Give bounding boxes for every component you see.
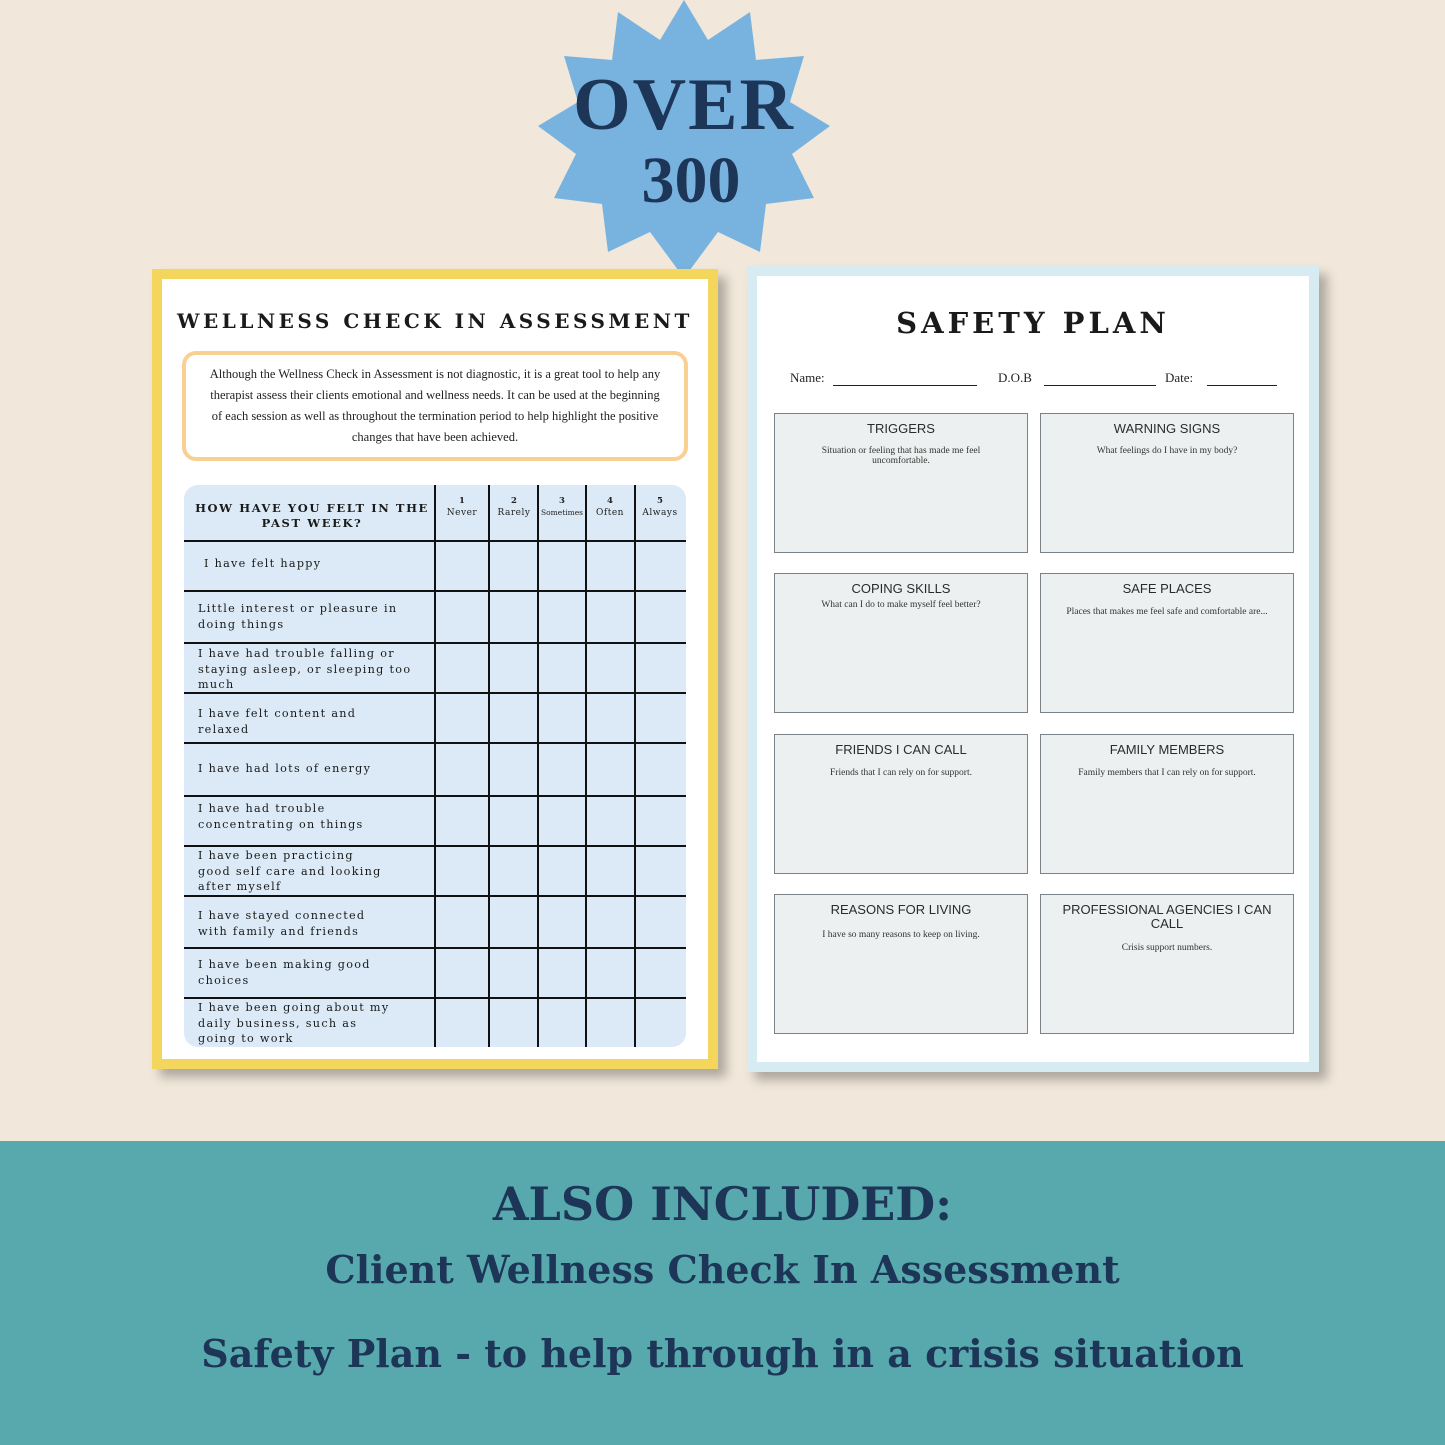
question-row: I have been going about my daily business, such as going to work	[198, 1001, 390, 1045]
table-row-line	[184, 795, 686, 797]
box-subtitle: I have so many reasons to keep on living.	[822, 930, 980, 940]
question-row: I have been making good choices	[198, 958, 371, 987]
table-row-line	[184, 895, 686, 897]
table-row-line	[184, 642, 686, 644]
column-header-4	[586, 495, 634, 519]
column-number: 5	[657, 496, 663, 506]
column-label: Always	[642, 508, 678, 518]
name-label: Name:	[790, 370, 825, 385]
table-row-line	[184, 742, 686, 744]
box-title: COPING SKILLS	[851, 581, 951, 596]
box-subtitle: Places that makes me feel safe and comfortable are...	[1066, 607, 1268, 617]
wellness-title: WELLNESS CHECK IN ASSESSMENT	[177, 309, 693, 333]
box-title: WARNING SIGNS	[1113, 421, 1221, 436]
box-title: FAMILY MEMBERS	[1109, 742, 1225, 757]
banner-heading: ALSO INCLUDED:	[492, 1177, 953, 1231]
box-subtitle: What feelings do I have in my body?	[1096, 446, 1238, 456]
column-number: 1	[459, 496, 465, 506]
question-row: I have had lots of energy	[198, 762, 372, 775]
column-label: Often	[596, 508, 624, 518]
box-title: REASONS FOR LIVING	[830, 902, 972, 917]
triggers-box	[774, 413, 1028, 553]
box-title: TRIGGERS	[867, 421, 935, 436]
column-number: 4	[607, 496, 613, 506]
safety-paper	[757, 276, 1309, 1062]
box-subtitle: Family members that I can rely on for support.	[1078, 768, 1256, 778]
also-included-banner	[0, 1141, 1445, 1445]
table-row-line	[184, 590, 686, 592]
date-field-line[interactable]	[1207, 385, 1277, 386]
family-members-box	[1040, 734, 1294, 874]
column-number: 3	[559, 496, 565, 506]
dob-field-line[interactable]	[1044, 385, 1156, 386]
column-label: Never	[446, 508, 478, 518]
question-row: I have had trouble falling or staying asleep, or sleeping too much	[198, 647, 412, 691]
box-title: PROFESSIONAL AGENCIES I CAN CALL	[1062, 902, 1272, 931]
column-header-5	[635, 495, 685, 519]
question-row: I have had trouble concentrating on things	[198, 802, 364, 831]
date-label: Date:	[1165, 370, 1194, 385]
badge-line-2: 300	[641, 144, 741, 217]
banner-line-2: Safety Plan - to help through in a crisis situation	[201, 1331, 1244, 1376]
wellness-check-document	[152, 269, 718, 1069]
banner-line-1: Client Wellness Check In Assessment	[325, 1247, 1120, 1292]
box-title: SAFE PLACES	[1122, 581, 1212, 596]
box-subtitle: Friends that I can rely on for support.	[830, 768, 972, 778]
safety-plan-document	[747, 266, 1319, 1072]
safe-places-box	[1040, 573, 1294, 713]
column-label: Sometimes	[540, 508, 583, 517]
question-row: I have stayed connected with family and friends	[198, 909, 366, 938]
box-title: FRIENDS I CAN CALL	[835, 742, 967, 757]
warning-signs-box	[1040, 413, 1294, 553]
column-header-1	[436, 495, 488, 519]
wellness-table	[184, 485, 686, 1047]
dob-label: D.O.B	[998, 370, 1032, 385]
reasons-for-living-box	[774, 894, 1028, 1034]
question-row: I have felt happy	[204, 557, 322, 570]
question-row: I have felt content and relaxed	[198, 707, 357, 736]
professional-agencies-box	[1040, 894, 1294, 1034]
wellness-paper	[162, 279, 708, 1059]
box-subtitle: What can I do to make myself feel better?	[821, 600, 981, 610]
over-300-badge	[538, 0, 830, 278]
table-divider	[634, 485, 636, 1047]
question-row: I have been practicing good self care and looking after myself	[198, 849, 382, 893]
question-header: HOW HAVE YOU FELT IN THE PAST WEEK?	[195, 501, 429, 530]
column-header-3	[538, 495, 586, 519]
box-subtitle: Crisis support numbers.	[1121, 943, 1213, 953]
box-subtitle: Situation or feeling that has made me feel uncomfortable.	[821, 446, 981, 466]
friends-box	[774, 734, 1028, 874]
name-field-line[interactable]	[833, 385, 977, 386]
wellness-intro-text: Although the Wellness Check in Assessment is not diagnostic, it is a great tool to help any therapist assess their clients emotional and wellness needs. It can be used at the beginning of each session as well as throughout the termination period to help highlight the positive changes that have been achieved.	[209, 367, 661, 444]
question-row: Little interest or pleasure in doing things	[198, 602, 398, 631]
column-label: Rarely	[497, 508, 531, 518]
column-header-2	[490, 495, 538, 519]
table-row-line	[184, 845, 686, 847]
table-row-line	[184, 997, 686, 999]
table-divider	[434, 485, 436, 1047]
safety-title: SAFETY PLAN	[896, 306, 1170, 340]
table-row-line	[184, 947, 686, 949]
table-divider	[585, 485, 587, 1047]
coping-skills-box	[774, 573, 1028, 713]
table-divider	[488, 485, 490, 1047]
table-row-line	[184, 540, 686, 542]
wellness-intro-box	[182, 351, 688, 461]
table-divider	[537, 485, 539, 1047]
badge-line-1: OVER	[573, 64, 795, 146]
column-number: 2	[511, 496, 517, 506]
